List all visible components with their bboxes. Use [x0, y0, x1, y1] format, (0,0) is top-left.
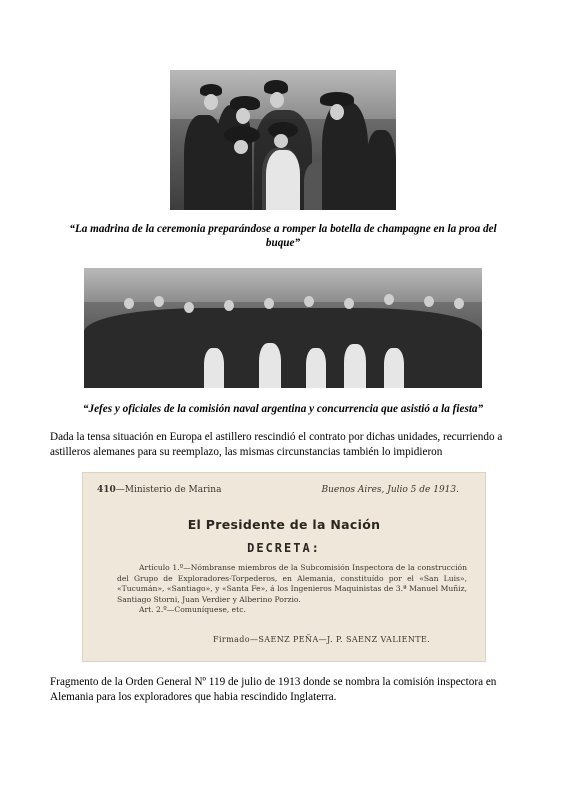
face-icon	[154, 296, 164, 307]
photo-background	[84, 268, 482, 302]
face-icon	[264, 298, 274, 309]
decree-header	[97, 485, 471, 495]
face-icon	[304, 296, 314, 307]
group-caption: “Jefes y oficiales de la comisión naval argentina y concurrencia que asistió a la fiesta”	[82, 403, 484, 415]
face-icon	[330, 104, 344, 120]
face-icon	[224, 300, 234, 311]
photo-figure	[322, 102, 368, 210]
decree-article-1: Artículo 1.º—Nómbranse miembros de la Subcomisión Inspectora de la construcción del Grupo de Exploradores-Torpederos, en Alemania, constituído por el «San Luis», «Tucumán», «Santiago», y «Santa Fe», á los Ingenieros Maquinistas de 3.ª Manuel Muñiz, Santiago Storni, Juan Verdier y Alberino Porzio.	[117, 563, 467, 604]
face-icon	[234, 140, 248, 154]
decree-body	[117, 563, 467, 616]
face-icon	[184, 302, 194, 313]
face-icon	[344, 298, 354, 309]
decree-article-2: Art. 2.º—Comuníquese, etc.	[139, 605, 246, 615]
decree-president: El Presidente de la Nación	[187, 517, 381, 532]
photo-figure	[259, 343, 281, 388]
decree-number: 410	[97, 485, 116, 495]
decree-decreta: DECRETA:	[247, 541, 321, 555]
decree-place-date: Buenos Aires, Julio 5 de 1913.	[321, 485, 459, 495]
decree-signature: Firmado—SAENZ PEÑA—J. P. SAENZ VALIENTE.	[213, 635, 431, 644]
photo-figure	[204, 348, 224, 388]
photo-figure	[366, 130, 396, 210]
group-photo	[84, 268, 482, 388]
face-icon	[384, 294, 394, 305]
ceremony-caption: “La madrina de la ceremonia preparándose a romper la botella de champagne en la proa del buque”	[69, 223, 497, 249]
face-icon	[236, 108, 250, 124]
fragment-paragraph: Fragmento de la Orden General Nº 119 de julio de 1913 donde se nombra la comisión inspectora en Alemania para los exploradores que habia rescindido Inglaterra.	[50, 676, 497, 703]
photo-figure	[266, 150, 300, 210]
decree-ministry: —Ministerio de Marina	[115, 485, 222, 495]
photo-crowd	[84, 308, 482, 388]
photo-figure	[384, 348, 404, 388]
photo-figure	[344, 344, 366, 388]
face-icon	[124, 298, 134, 309]
face-icon	[270, 92, 284, 108]
ceremony-photo	[170, 70, 396, 210]
decree-fragment	[82, 472, 486, 662]
photo-figure	[306, 348, 326, 388]
context-paragraph: Dada la tensa situación en Europa el astillero rescindió el contrato por dichas unidades, recurriendo a astilleros alemanes para su reemplazo, las mismas circunstancias también lo impidieron	[50, 431, 503, 458]
face-icon	[454, 298, 464, 309]
face-icon	[274, 134, 288, 148]
face-icon	[424, 296, 434, 307]
face-icon	[204, 94, 218, 110]
